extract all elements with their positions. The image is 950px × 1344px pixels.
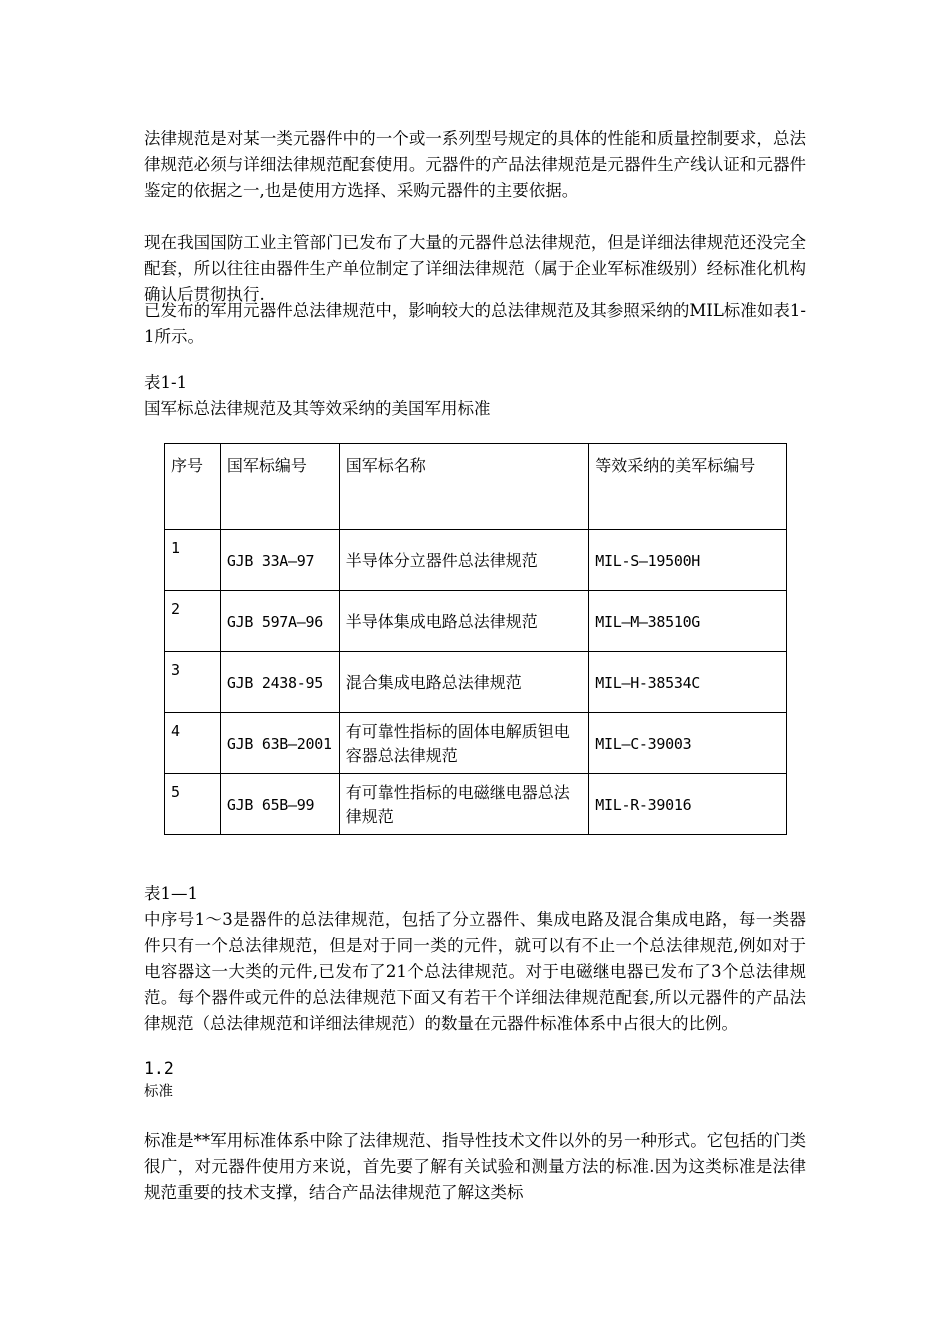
cell-mil-code: MIL—H-38534C xyxy=(589,652,787,713)
cell-mil-code: MIL—M—38510G xyxy=(589,591,787,652)
section-title: 标准 xyxy=(144,1084,173,1100)
table-caption-title: 国军标总法律规范及其等效采纳的美国军用标准 xyxy=(144,399,491,418)
cell-gjb-code: GJB 65B—99 xyxy=(220,774,339,835)
cell-gjb-name: 混合集成电路总法律规范 xyxy=(339,652,589,713)
cell-index: 3 xyxy=(165,652,221,713)
header-cell-mil-code: 等效采纳的美军标编号 xyxy=(589,444,787,530)
paragraph-spec-status: 现在我国国防工业主管部门已发布了大量的元器件总法律规范，但是详细法律规范还没完全配套，所以往往由器件生产单位制定了详细法律规范（属于企业军标准级别）经标准化机构确认后贯彻执行. xyxy=(144,233,806,304)
section-number: 1.2 xyxy=(144,1059,174,1078)
paragraph-table-explanation: 中序号1～3是器件的总法律规范，包括了分立器件、集成电路及混合集成电路，每一类器件只有一个总法律规范，但是对于同一类的元件，就可以有不止一个总法律规范,例如对于电容器这一大类的元件,已发布了21个总法律规范。对于电磁继电器已发布了3个总法律规范。每个器件或元件的总法律规范下面又有若干个详细法律规范配套,所以元器件的产品法律规范（总法律规范和详细法律规范）的数量在元器件标准体系中占很大的比例。 xyxy=(144,910,806,1033)
cell-gjb-code: GJB 597A—96 xyxy=(220,591,339,652)
paragraph-standards: 标准是**军用标准体系中除了法律规范、指导性技术文件以外的另一种形式。它包括的门类很广，对元器件使用方来说，首先要了解有关试验和测量方法的标准.因为这类标准是法律规范重要的技术支撑，结合产品法律规范了解这类标 xyxy=(144,1131,806,1202)
paragraph-spec-definition: 法律规范是对某一类元器件中的一个或一系列型号规定的具体的性能和质量控制要求，总法律规范必须与详细法律规范配套使用。元器件的产品法律规范是元器件生产线认证和元器件鉴定的依据之一,也是使用方选择、采购元器件的主要依据。 xyxy=(144,129,806,200)
table-header-row xyxy=(165,444,787,530)
cell-gjb-name: 有可靠性指标的固体电解质钽电容器总法律规范 xyxy=(339,713,589,774)
table-reference: 表1—1 xyxy=(144,884,198,903)
cell-gjb-code: GJB 2438-95 xyxy=(220,652,339,713)
cell-index: 1 xyxy=(165,530,221,591)
cell-gjb-code: GJB 63B—2001 xyxy=(220,713,339,774)
cell-index: 5 xyxy=(165,774,221,835)
table-row xyxy=(165,774,787,835)
header-cell-gjb-code: 国军标编号 xyxy=(220,444,339,530)
table-row xyxy=(165,713,787,774)
cell-index: 4 xyxy=(165,713,221,774)
header-cell-index: 序号 xyxy=(165,444,221,530)
header-cell-gjb-name: 国军标名称 xyxy=(339,444,589,530)
cell-gjb-name: 半导体分立器件总法律规范 xyxy=(339,530,589,591)
table-caption-number: 表1-1 xyxy=(144,373,188,392)
standards-table xyxy=(164,443,787,835)
cell-mil-code: MIL-R-39016 xyxy=(589,774,787,835)
paragraph-table-intro: 已发布的军用元器件总法律规范中，影响较大的总法律规范及其参照采纳的MIL标准如表1-1所示。 xyxy=(144,301,806,346)
table-row xyxy=(165,530,787,591)
cell-gjb-name: 有可靠性指标的电磁继电器总法律规范 xyxy=(339,774,589,835)
cell-gjb-code: GJB 33A—97 xyxy=(220,530,339,591)
cell-gjb-name: 半导体集成电路总法律规范 xyxy=(339,591,589,652)
table-row xyxy=(165,591,787,652)
table-row xyxy=(165,652,787,713)
cell-index: 2 xyxy=(165,591,221,652)
cell-mil-code: MIL—C-39003 xyxy=(589,713,787,774)
cell-mil-code: MIL-S—19500H xyxy=(589,530,787,591)
